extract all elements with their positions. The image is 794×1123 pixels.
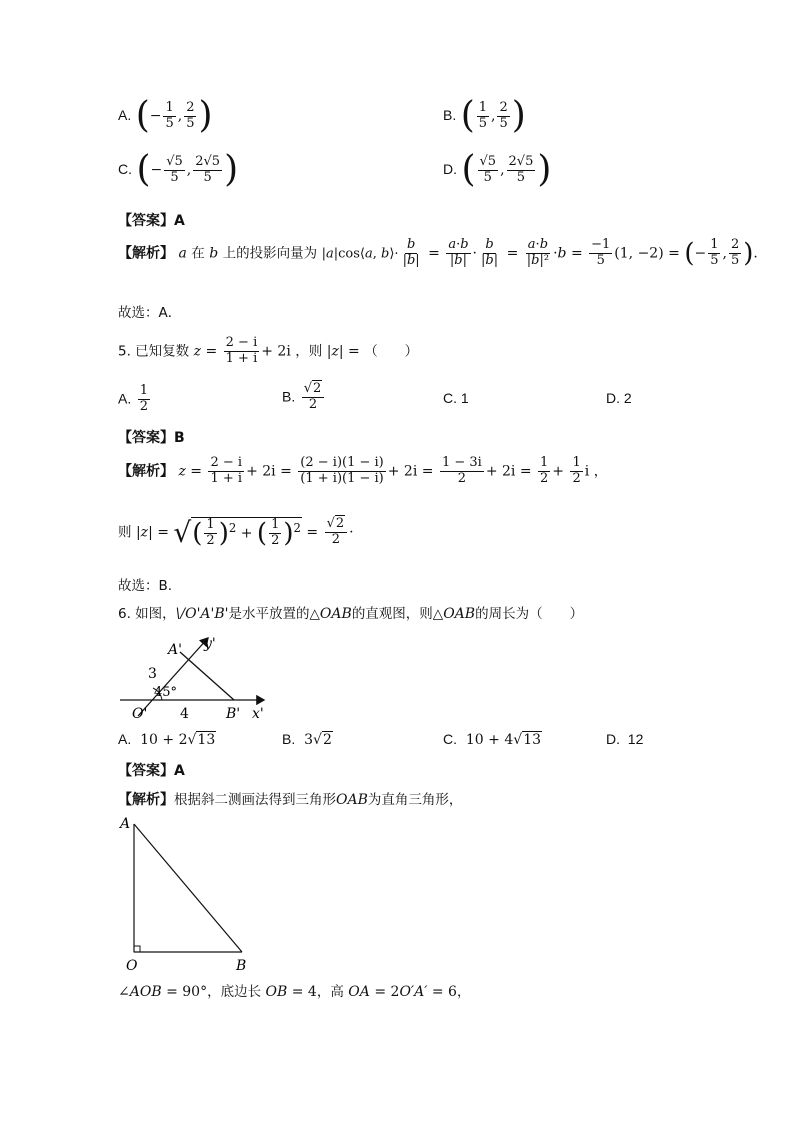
label-side-oa: 3 (148, 666, 157, 682)
frac: $\frac{2√5}{5}$ (508, 153, 534, 185)
frac: $\frac{1}{2}$ (139, 383, 148, 414)
label-a: A (120, 816, 131, 832)
frac: $\frac{1}{5}$ (710, 237, 719, 268)
frac: $\frac{1}{2}$ (271, 516, 280, 548)
label-b: B (236, 958, 247, 974)
q5-conclusion: 故选：B. (118, 578, 173, 594)
q5-modulus: 则 |z| = √( $\frac{1}{2}$ )$^2$ + ( $\frac{1}{2}$ )$^2$ = $\frac{√2}{2}$ · (118, 516, 354, 549)
oblique-figure (118, 630, 278, 722)
label-o: O (126, 958, 138, 974)
q5-option-d: D. 2 (606, 390, 632, 406)
frac: $\frac{2}{5}$ (186, 99, 195, 131)
label-a: A' (168, 642, 182, 658)
side-ab (180, 652, 234, 700)
q6-option-d: D. 12 (606, 731, 644, 747)
frac: $\frac{a\cdot b}{|b|}$ (448, 237, 469, 268)
q6-option-a: A. 10 + 2√13 (118, 731, 216, 748)
frac: $\frac{2√5}{5}$ (195, 153, 221, 185)
q5-option-a: A. $\frac{1}{2}$ (118, 383, 148, 414)
q5-stem: 5. 已知复数 z = $\frac{2 - i}{1 + i}$ + 2i ，则 |z| = （ ） (118, 335, 419, 366)
frac: $\frac{1 - 3i}{2}$ (441, 455, 482, 486)
q4-conclusion: 故选：A． (118, 305, 182, 321)
frac: $\frac{b}{|b|}$ (481, 237, 499, 268)
q5-option-b: B. $\frac{√2}{2}$ (282, 382, 326, 413)
frac: $\frac{-1}{5}$ (591, 237, 611, 268)
q6-option-b: B. 3√2 (282, 731, 332, 748)
frac: $\frac{√2}{2}$ (325, 517, 348, 548)
q6-final-line: ∠AOB = 90°，底边长 OB = 4，高 OA = 2O′A′ = 6， (118, 984, 471, 1000)
frac: $\frac{√2}{2}$ (302, 382, 325, 413)
frac: $\frac{2 - i}{1 + i}$ (225, 335, 258, 366)
q6-analysis: 【解析】根据斜二测画法得到三角形OAB为直角三角形， (118, 792, 463, 808)
right-triangle-figure (118, 812, 258, 974)
frac: $\frac{2}{5}$ (730, 237, 740, 268)
q4-answer: 【答案】A (118, 213, 185, 229)
q6-option-c: C. 10 + 4√13 (443, 731, 542, 748)
frac: $\frac{1}{2}$ (206, 516, 215, 548)
frac: $\frac{1}{5}$ (478, 99, 488, 131)
frac: $\frac{a\cdot b}{\text{|b|²}}$ (526, 237, 550, 268)
q6-answer: 【答案】A (118, 763, 185, 779)
q5-answer: 【答案】B (118, 430, 185, 446)
label-b: B' (226, 706, 241, 722)
frac: $\frac{2}{5}$ (499, 99, 508, 131)
side-ab (134, 824, 242, 952)
q4-option-d: D. ( $\frac{√5}{5}$ , $\frac{2√5}{5}$ ) (443, 149, 552, 190)
label-y: y' (204, 636, 216, 652)
frac: $\frac{1}{2}$ (540, 455, 549, 486)
frac: $\frac{√5}{5}$ (479, 153, 497, 185)
q5-analysis: 【解析】 z = $\frac{2 - i}{1 + i}$ + 2i = $\frac{(2 - i)(1 - i)}{(1 + i)(1 - i)}$ + 2i = $\frac{1 - 3i}{2}$ + 2i = $\frac{1}{2}$ + $\frac{1}{2}$ i ， (118, 455, 608, 486)
frac: $\frac{1}{2}$ (572, 455, 581, 486)
frac: $\frac{(2 - i)(1 - i)}{(1 + i)(1 - i)}$ (300, 455, 384, 486)
label-side-ob: 4 (180, 706, 189, 722)
frac: $\frac{√5}{5}$ (166, 153, 183, 185)
q4-option-c: C. (− $\frac{√5}{5}$ , $\frac{2√5}{5}$ ) (118, 149, 239, 190)
q5-option-c: C. 1 (443, 390, 469, 406)
right-angle-mark (134, 946, 140, 952)
label-o: O' (132, 706, 148, 722)
frac: $\frac{2 - i}{1 + i}$ (210, 455, 243, 486)
label-x: x' (252, 706, 264, 722)
q6-stem: 6. 如图，\/O'A'B'是水平放置的△OAB的直观图，则△OAB的周长为（ ） (118, 606, 584, 622)
label-angle: 45° (154, 685, 178, 700)
q4-analysis: 【解析】 a 在 b 上的投影向量为 |a|cos⟨a, b⟩· $\frac{b}{|b|}$ = $\frac{a\cdot b}{|b|}$ · $\frac{b}{|b|}$ = $\frac{a\cdot b}{\text{|b|²}}$ ·b = $\frac{-1}{5}$ (1, −2) = (− $\frac{1}{5}$ , $\frac{2}{5}$ ). (118, 237, 758, 269)
q4-option-b: B. ( $\frac{1}{5}$ , $\frac{2}{5}$ ) (443, 95, 526, 136)
q4-option-a: A. (− $\frac{1}{5}$ , $\frac{2}{5}$ ) (118, 95, 213, 136)
frac: $\frac{b}{|b|}$ (402, 237, 420, 268)
frac: $\frac{1}{5}$ (165, 99, 174, 131)
